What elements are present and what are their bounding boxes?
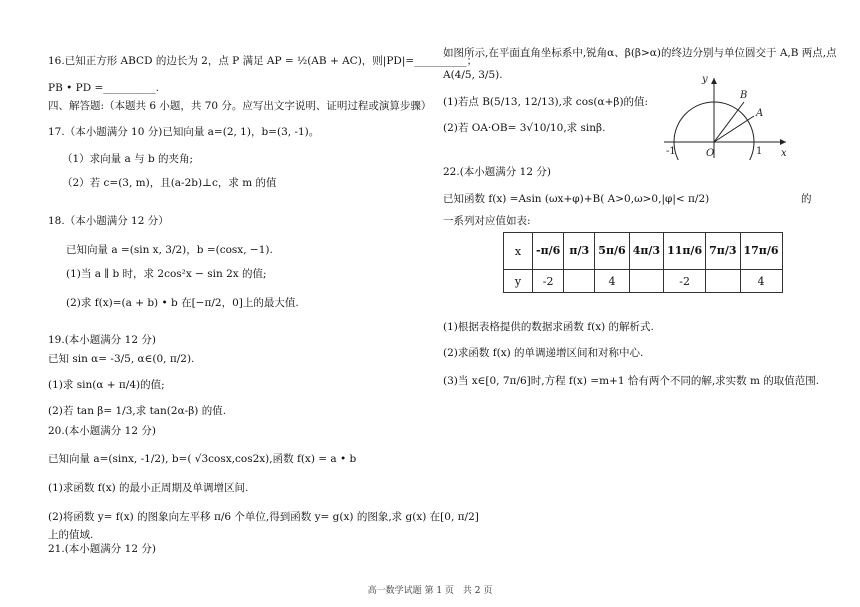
fig-label-neg1: -1 bbox=[666, 146, 676, 157]
q22-given-line2: 一系列对应值如表: bbox=[443, 215, 531, 227]
page-footer: 高一数学试题 第 1 页 共 2 页 bbox=[367, 586, 493, 596]
q22-given-tail: 的 bbox=[801, 193, 812, 205]
q21-text-line1: 如图所示,在平面直角坐标系中,锐角α、β(β>α)的终边分别与单位圆交于 A,B 两点,点 bbox=[443, 47, 837, 59]
table-cell: 5π/6 bbox=[595, 233, 629, 270]
q17-heading: 17.（本小题满分 10 分)已知向量 a=(2, 1)，b=(3, -1)。 bbox=[48, 126, 320, 138]
fig-label-origin: O bbox=[706, 148, 715, 159]
q22-given: 已知函数 f(x) =Asin (ωx+φ)+B( A>0,ω>0,|φ|< π/2) bbox=[443, 193, 710, 205]
q18-given: 已知向量 a =(sin x, 3/2)，b =(cosx, −1). bbox=[66, 244, 273, 256]
fig-label-a: A bbox=[756, 108, 764, 119]
q22-part2: (2)求函数 f(x) 的单调递增区间和对称中心. bbox=[443, 347, 644, 359]
table-cell: -2 bbox=[533, 270, 564, 293]
q19-part1: (1)求 sin(α + π/4)的值; bbox=[48, 379, 165, 391]
table-y-label: y bbox=[504, 270, 533, 293]
q16-line2: PB • PD =__________. bbox=[48, 82, 160, 94]
fig-label-1: 1 bbox=[756, 146, 763, 157]
q18-part2: (2)求 f(x)=(a + b) • b 在[−π/2，0]上的最大值. bbox=[66, 297, 299, 309]
q19-given: 已知 sin α= -3/5, α∈(0, π/2). bbox=[48, 353, 195, 365]
table-cell: 4 bbox=[740, 270, 782, 293]
q20-part1: (1)求函数 f(x) 的最小正周期及单调增区间. bbox=[48, 482, 249, 494]
q22-heading: 22.(本小题满分 12 分) bbox=[443, 166, 551, 178]
q19-heading: 19.(本小题满分 12 分) bbox=[48, 334, 156, 346]
table-cell: 11π/6 bbox=[664, 233, 706, 270]
q21-part2: (2)若 OA·OB= 3√10/10,求 sinβ. bbox=[443, 122, 606, 134]
fig-label-x: x bbox=[781, 148, 787, 159]
q17-part1: （1）求向量 a 与 b 的夹角; bbox=[62, 153, 194, 165]
table-cell bbox=[629, 270, 663, 293]
q22-part1: (1)根据表格提供的数据求函数 f(x) 的解析式. bbox=[443, 321, 654, 333]
q20-given: 已知向量 a=(sinx, -1/2), b=( √3cosx,cos2x),函数 f(x) = a • b bbox=[48, 453, 357, 465]
table-row-y bbox=[504, 270, 783, 293]
table-cell: 7π/3 bbox=[706, 233, 740, 270]
q21-text-line2: A(4/5, 3/5). bbox=[443, 69, 503, 81]
fig-label-b: B bbox=[740, 90, 748, 101]
table-x-label: x bbox=[504, 233, 533, 270]
table-row-x bbox=[504, 233, 783, 270]
q20-part2-line2: 上的值域. bbox=[48, 529, 94, 541]
table-cell: π/3 bbox=[564, 233, 595, 270]
q16-line1: 16.已知正方形 ABCD 的边长为 2，点 P 满足 AP = ½(AB + AC)，则|PD|=__________； bbox=[48, 55, 478, 67]
table-cell: -2 bbox=[664, 270, 706, 293]
q18-part1: (1)当 a ∥ b 时，求 2cos²x − sin 2x 的值; bbox=[66, 268, 267, 280]
table-cell bbox=[706, 270, 740, 293]
q22-part3: (3)当 x∈[0, 7π/6]时,方程 f(x) =m+1 恰有两个不同的解,求实数 m 的取值范围. bbox=[443, 375, 820, 387]
section-four-heading: 四、解答题:（本题共 6 小题，共 70 分。应写出文字说明、证明过程或演算步骤） bbox=[48, 100, 432, 112]
table-cell: -π/6 bbox=[533, 233, 564, 270]
table-cell bbox=[564, 270, 595, 293]
q19-part2: (2)若 tan β= 1/3,求 tan(2α-β) 的值. bbox=[48, 405, 227, 417]
table-cell: 4 bbox=[595, 270, 629, 293]
q17-part2: （2）若 c=(3, m)，且(a-2b)⊥c，求 m 的值 bbox=[62, 177, 277, 189]
table-cell: 17π/6 bbox=[740, 233, 782, 270]
table-cell: 4π/3 bbox=[629, 233, 663, 270]
value-table bbox=[503, 232, 783, 293]
q20-heading: 20.(本小题满分 12 分) bbox=[48, 425, 156, 437]
q21-part1: (1)若点 B(5/13, 12/13),求 cos(α+β)的值: bbox=[443, 96, 649, 108]
q21-heading: 21.(本小题满分 12 分) bbox=[48, 543, 156, 555]
q20-part2-line1: (2)将函数 y= f(x) 的图象向左平移 π/6 个单位,得到函数 y= g(x) 的图象,求 g(x) 在[0, π/2] bbox=[48, 511, 479, 523]
fig-label-y: y bbox=[702, 74, 708, 85]
q18-heading: 18.（本小题满分 12 分） bbox=[48, 215, 169, 227]
unit-circle-figure bbox=[662, 74, 792, 160]
